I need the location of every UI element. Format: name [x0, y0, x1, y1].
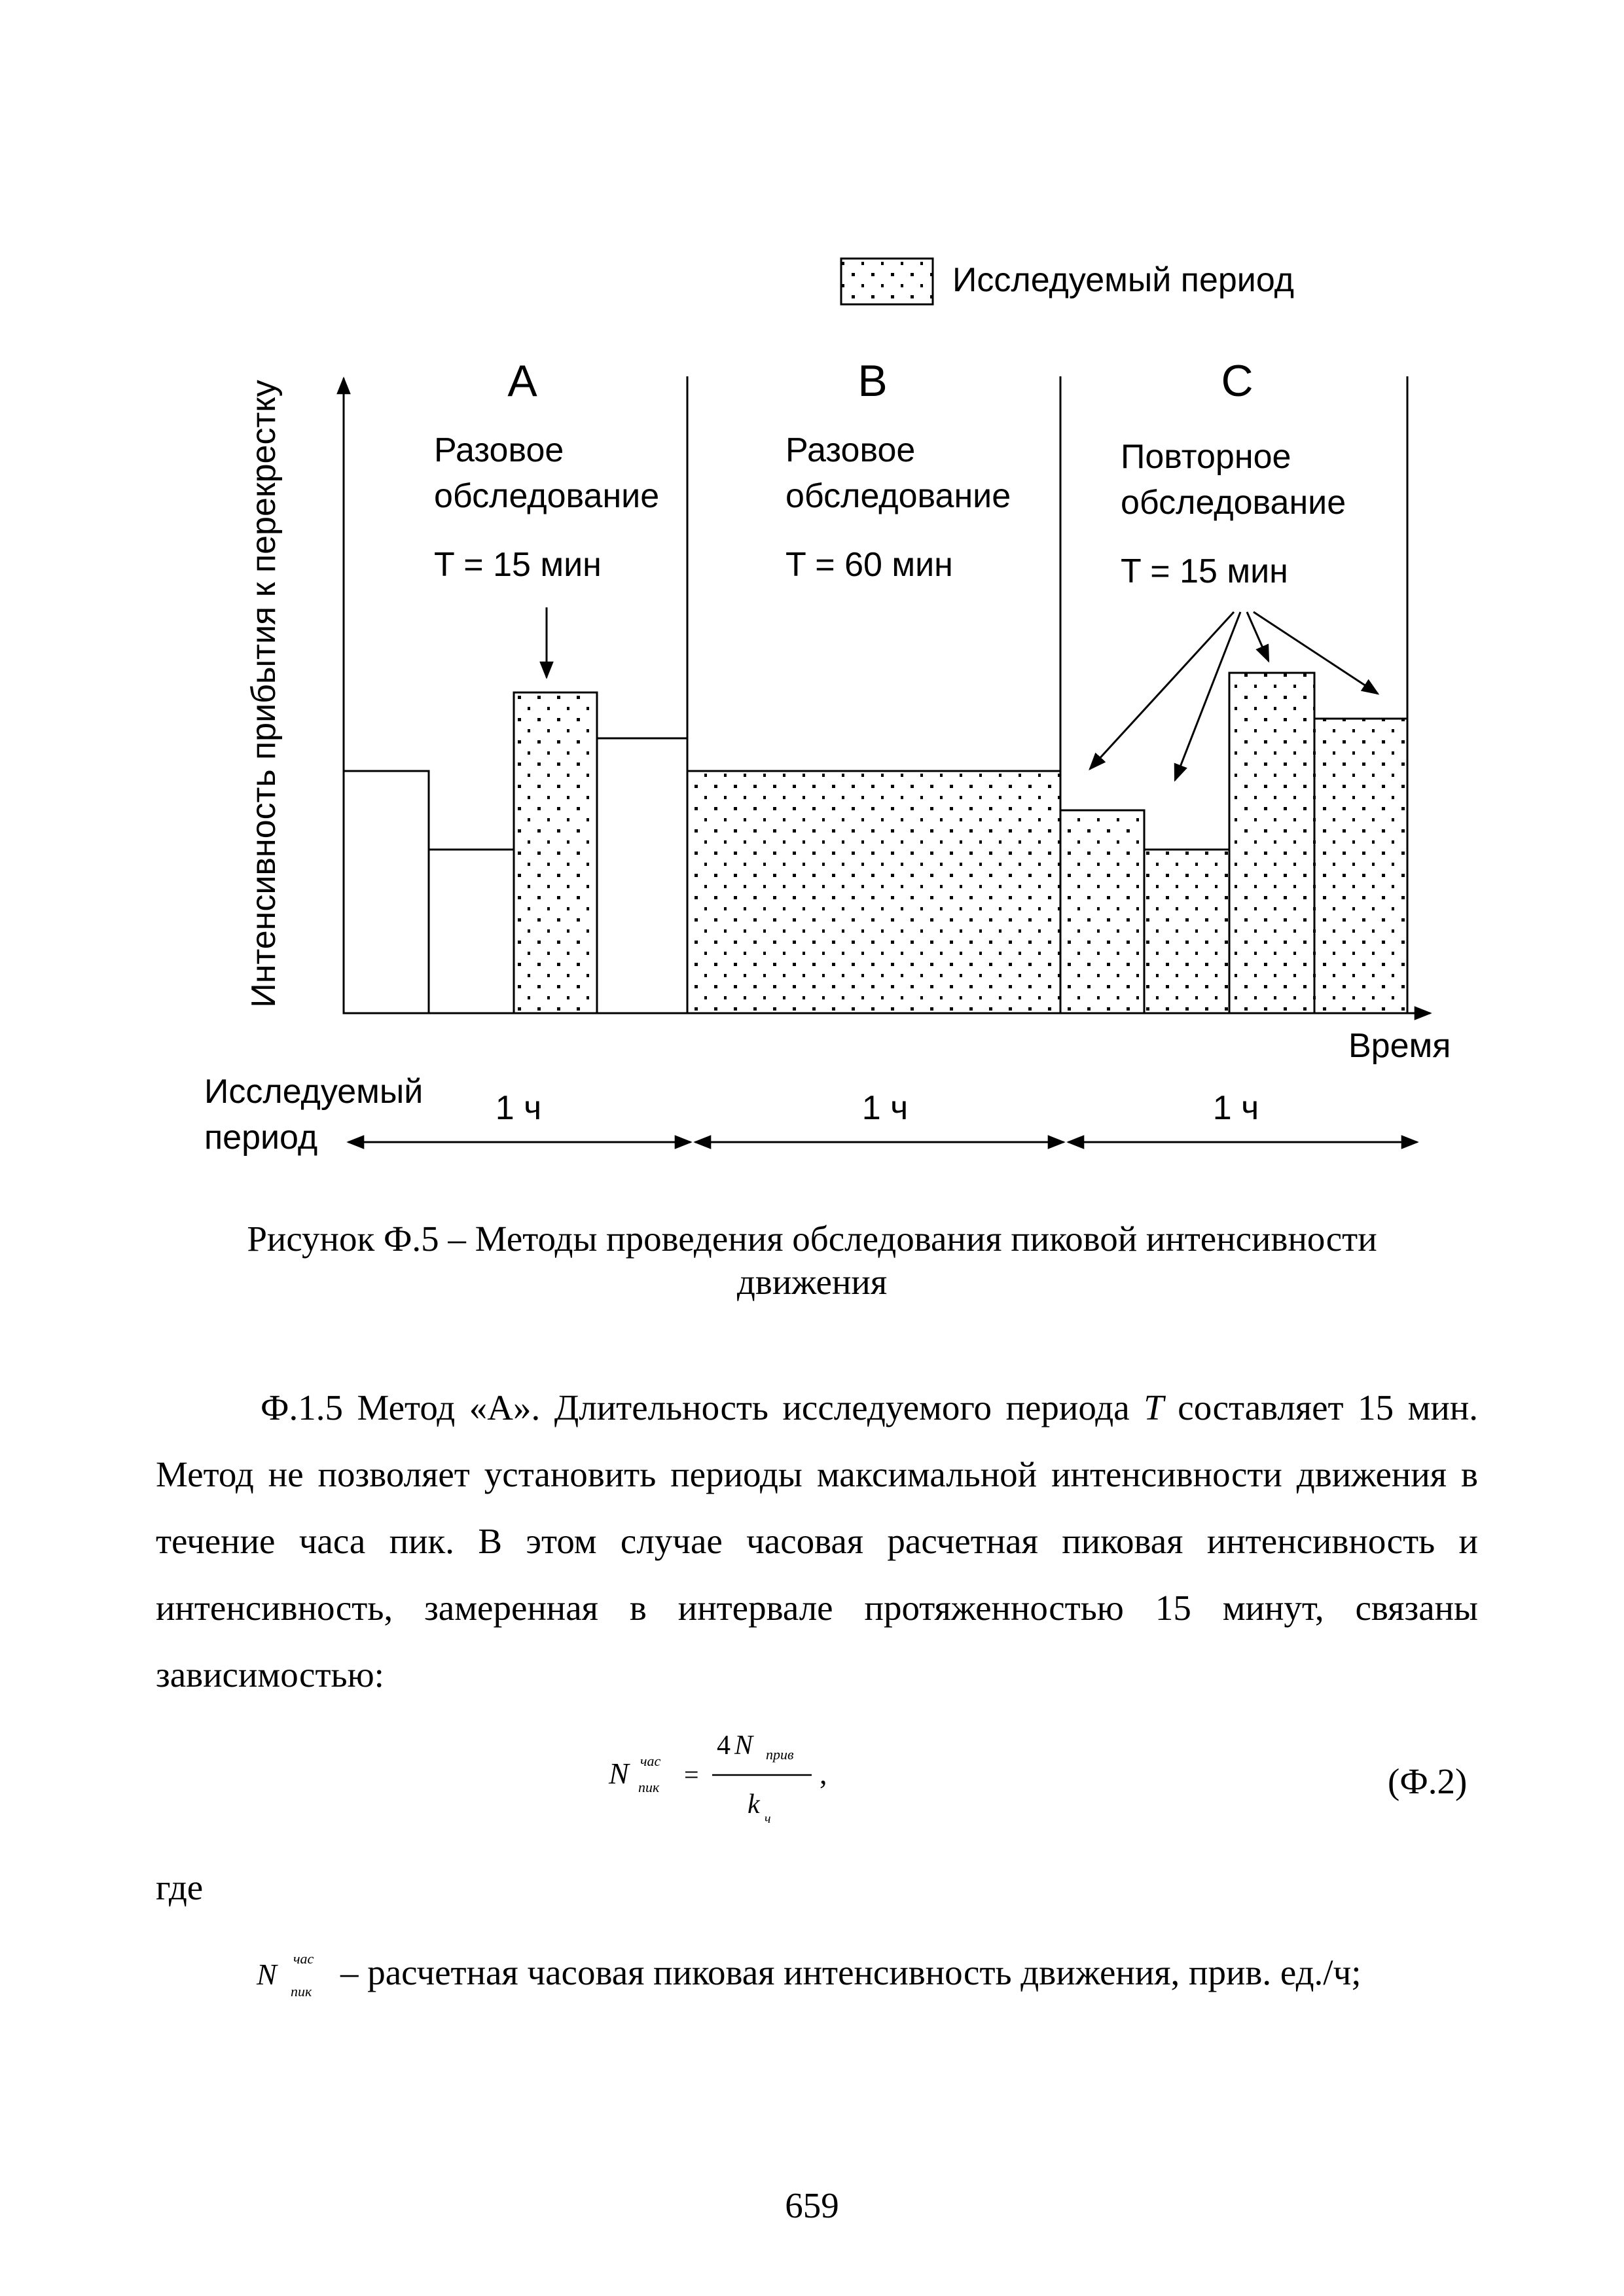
caption-line-1: Рисунок Ф.5 – Методы проведения обследования пиковой интенсивности	[247, 1219, 1377, 1259]
panel-a-line2: обследование	[434, 477, 660, 515]
paragraph-part-2: составляет 15 мин. Метод не позволяет установить периоды максимальной интенсивности движения в течение часа пик. В этом случае часовая расчетная пиковая интенсивность и интенсивность, замеренная в интервале протяженностью 15 минут, связаны зависимостью:	[156, 1388, 1479, 1695]
definition-sub: пик	[291, 1983, 312, 2000]
formula-trailing-comma: ,	[820, 1757, 827, 1790]
bar-c4	[1314, 719, 1407, 1013]
panel-b-line1: Разовое	[785, 431, 916, 469]
bar-a4	[597, 738, 687, 1013]
formula-f2	[0, 1715, 1624, 1833]
bar-c3	[1229, 673, 1314, 1013]
panel-a-line1: Разовое	[434, 431, 564, 469]
paragraph-symbol-t: T	[1144, 1388, 1164, 1427]
equation-number: (Ф.2)	[1388, 1761, 1468, 1801]
panel-c-t-label: T = 15 мин	[1121, 552, 1288, 590]
bar-a1	[344, 771, 429, 1013]
bar-c2	[1144, 850, 1229, 1013]
definition-n: N	[257, 1958, 277, 1991]
bar-c1	[1060, 810, 1144, 1013]
formula-den-symbol: k	[748, 1789, 760, 1820]
panel-a-t-label: T = 15 мин	[434, 546, 602, 584]
page-number: 659	[785, 2185, 839, 2225]
definition-sup: час	[293, 1950, 314, 1967]
panel-a-letter: A	[507, 356, 537, 406]
x-axis-label: Время	[1348, 1027, 1451, 1065]
formula-lhs-sub: пик	[638, 1779, 660, 1795]
span-c-label: 1 ч	[1212, 1089, 1259, 1127]
panel-b-line2: обследование	[785, 477, 1011, 515]
bar-b	[687, 771, 1060, 1013]
definition-text: – расчетная часовая пиковая интенсивность движения, прив. ед./ч;	[340, 1952, 1362, 1992]
formula-lhs-sup: час	[640, 1753, 661, 1769]
panel-c-line1: Повторное	[1121, 438, 1291, 476]
bars-group	[344, 673, 1407, 1013]
panel-b-letter: B	[857, 356, 888, 406]
y-axis-label: Интенсивность прибытия к перекрестку	[245, 380, 283, 1008]
caption-line-2: движения	[736, 1262, 888, 1302]
formula-num-sub: прив	[766, 1746, 794, 1763]
formula-num-symbol: N	[734, 1731, 753, 1761]
formula-equals: =	[684, 1760, 699, 1789]
where-label: где	[156, 1867, 204, 1907]
figure-caption	[131, 1217, 1493, 1304]
paragraph-part-1: Ф.1.5 Метод «А». Длительность исследуемого периода	[261, 1388, 1144, 1427]
method-a-paragraph	[156, 1374, 1478, 1708]
bar-a2	[429, 850, 514, 1013]
panel-c-letter: C	[1221, 356, 1254, 406]
panel-c-line2: обследование	[1121, 484, 1346, 522]
bar-a3	[514, 692, 597, 1013]
span-b-label: 1 ч	[861, 1089, 909, 1127]
legend-label: Исследуемый период	[952, 261, 1294, 299]
formula-num-coef: 4	[717, 1731, 731, 1761]
period-row-label-1: Исследуемый	[204, 1073, 424, 1111]
formula-lhs-symbol: N	[609, 1757, 629, 1790]
legend-swatch	[841, 259, 933, 304]
panel-b-t-label: T = 60 мин	[785, 546, 953, 584]
formula-den-sub: ч	[765, 1812, 771, 1826]
period-row-label-2: период	[204, 1119, 318, 1157]
span-a-label: 1 ч	[495, 1089, 542, 1127]
